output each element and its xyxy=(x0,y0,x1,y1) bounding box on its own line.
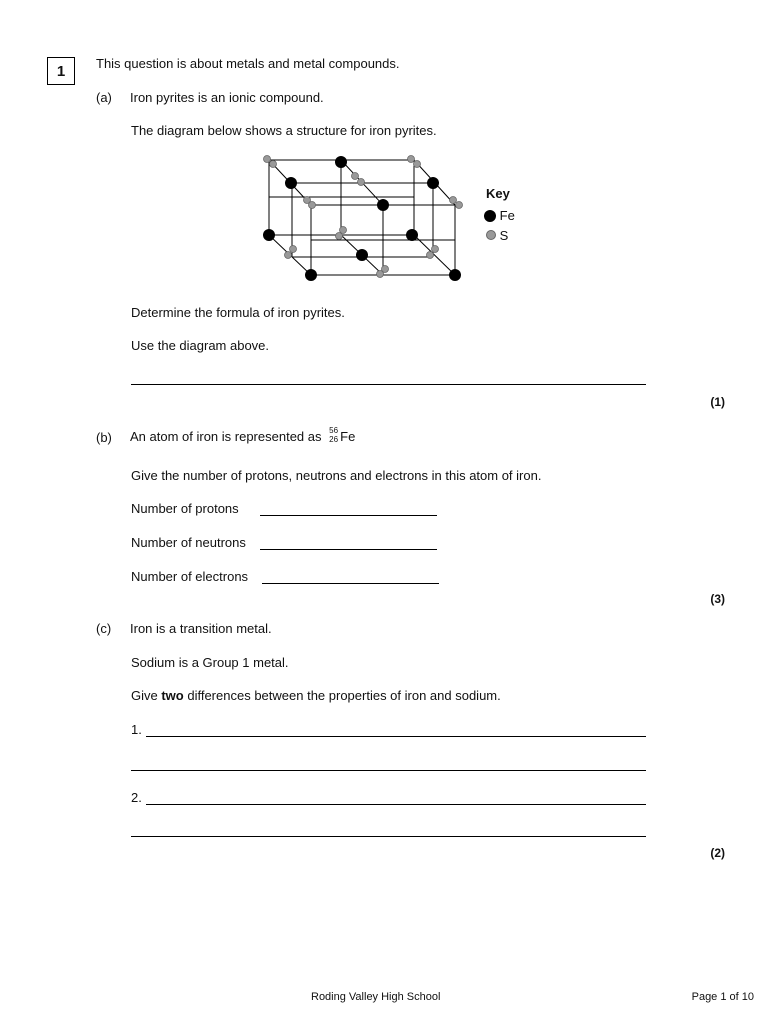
part-c-instruction xyxy=(131,688,501,703)
s-atom xyxy=(450,197,457,204)
s-atom xyxy=(414,161,421,168)
part-a-diagram-caption: The diagram below shows a structure for iron pyrites. xyxy=(131,123,437,138)
s-atom xyxy=(377,271,384,278)
electrons-label: Number of electrons xyxy=(131,569,249,584)
part-c-instruction-pre: Give xyxy=(131,688,162,703)
answer-item-1-number: 1. xyxy=(131,722,142,737)
s-atom xyxy=(285,252,292,259)
fe-atom xyxy=(427,177,439,189)
element-symbol: Fe xyxy=(340,429,356,444)
electrons-answer-line[interactable] xyxy=(262,583,439,584)
part-b-marks: (3) xyxy=(710,592,725,606)
question-number: 1 xyxy=(56,62,66,80)
footer-school: Roding Valley High School xyxy=(311,991,441,1003)
fe-atom xyxy=(406,229,418,241)
fe-atom xyxy=(305,269,317,281)
part-b-statement: An atom of iron is represented as xyxy=(130,429,322,444)
mass-number: 56 xyxy=(329,425,339,435)
s-atom xyxy=(427,252,434,259)
fe-atom xyxy=(356,249,368,261)
key-fe-label: Fe xyxy=(499,208,515,223)
atomic-number: 26 xyxy=(329,434,339,444)
answer-item-2-number: 2. xyxy=(131,790,142,805)
fe-atom xyxy=(285,177,297,189)
s-atom xyxy=(352,173,359,180)
part-a-statement: Iron pyrites is an ionic compound. xyxy=(130,90,324,105)
s-atom xyxy=(309,202,316,209)
fe-atom xyxy=(335,156,347,168)
answer-line-c2[interactable] xyxy=(146,804,646,805)
answer-line-a[interactable] xyxy=(131,384,646,385)
part-b-instruction: Give the number of protons, neutrons and electrons in this atom of iron. xyxy=(131,468,542,483)
key-s-label: S xyxy=(499,228,509,243)
protons-answer-line[interactable] xyxy=(260,515,437,516)
protons-label: Number of protons xyxy=(131,501,239,516)
s-atom xyxy=(456,202,463,209)
question-intro: This question is about metals and metal compounds. xyxy=(96,56,400,71)
fe-atom xyxy=(377,199,389,211)
answer-line-c2b[interactable] xyxy=(131,836,646,837)
s-atom xyxy=(290,246,297,253)
s-atom xyxy=(432,246,439,253)
fe-key-dot xyxy=(484,210,496,222)
part-c-marks: (2) xyxy=(710,846,725,860)
part-b-label: (b) xyxy=(96,430,112,445)
fe-atoms xyxy=(263,156,461,281)
fe-atom xyxy=(449,269,461,281)
key-s-entry xyxy=(486,228,508,243)
footer-page-number: Page 1 of 10 xyxy=(691,991,754,1003)
part-c-instruction-bold: two xyxy=(161,688,184,703)
isotope-notation xyxy=(329,425,340,446)
s-atom xyxy=(270,161,277,168)
part-c-label: (c) xyxy=(96,621,112,636)
s-atom xyxy=(264,156,271,163)
s-atom xyxy=(408,156,415,163)
question-number-box xyxy=(47,57,75,85)
answer-line-c1[interactable] xyxy=(146,736,646,737)
key-title: Key xyxy=(486,186,510,201)
neutrons-answer-line[interactable] xyxy=(260,549,437,550)
s-atom xyxy=(358,179,365,186)
fe-atom xyxy=(263,229,275,241)
part-a-hint: Use the diagram above. xyxy=(131,338,270,353)
part-c-instruction-post: differences between the properties of iron and sodium. xyxy=(183,688,501,703)
s-key-dot xyxy=(486,230,496,240)
part-a-instruction: Determine the formula of iron pyrites. xyxy=(131,305,345,320)
neutrons-label: Number of neutrons xyxy=(131,535,246,550)
part-a-marks: (1) xyxy=(710,395,725,409)
answer-line-c1b[interactable] xyxy=(131,770,646,771)
key-fe-entry xyxy=(484,208,515,223)
part-a-label: (a) xyxy=(96,90,112,105)
s-atom xyxy=(336,233,343,240)
part-b-statement-row xyxy=(130,425,356,446)
part-c-statement: Iron is a transition metal. xyxy=(130,621,272,636)
part-c-statement-2: Sodium is a Group 1 metal. xyxy=(131,655,289,670)
